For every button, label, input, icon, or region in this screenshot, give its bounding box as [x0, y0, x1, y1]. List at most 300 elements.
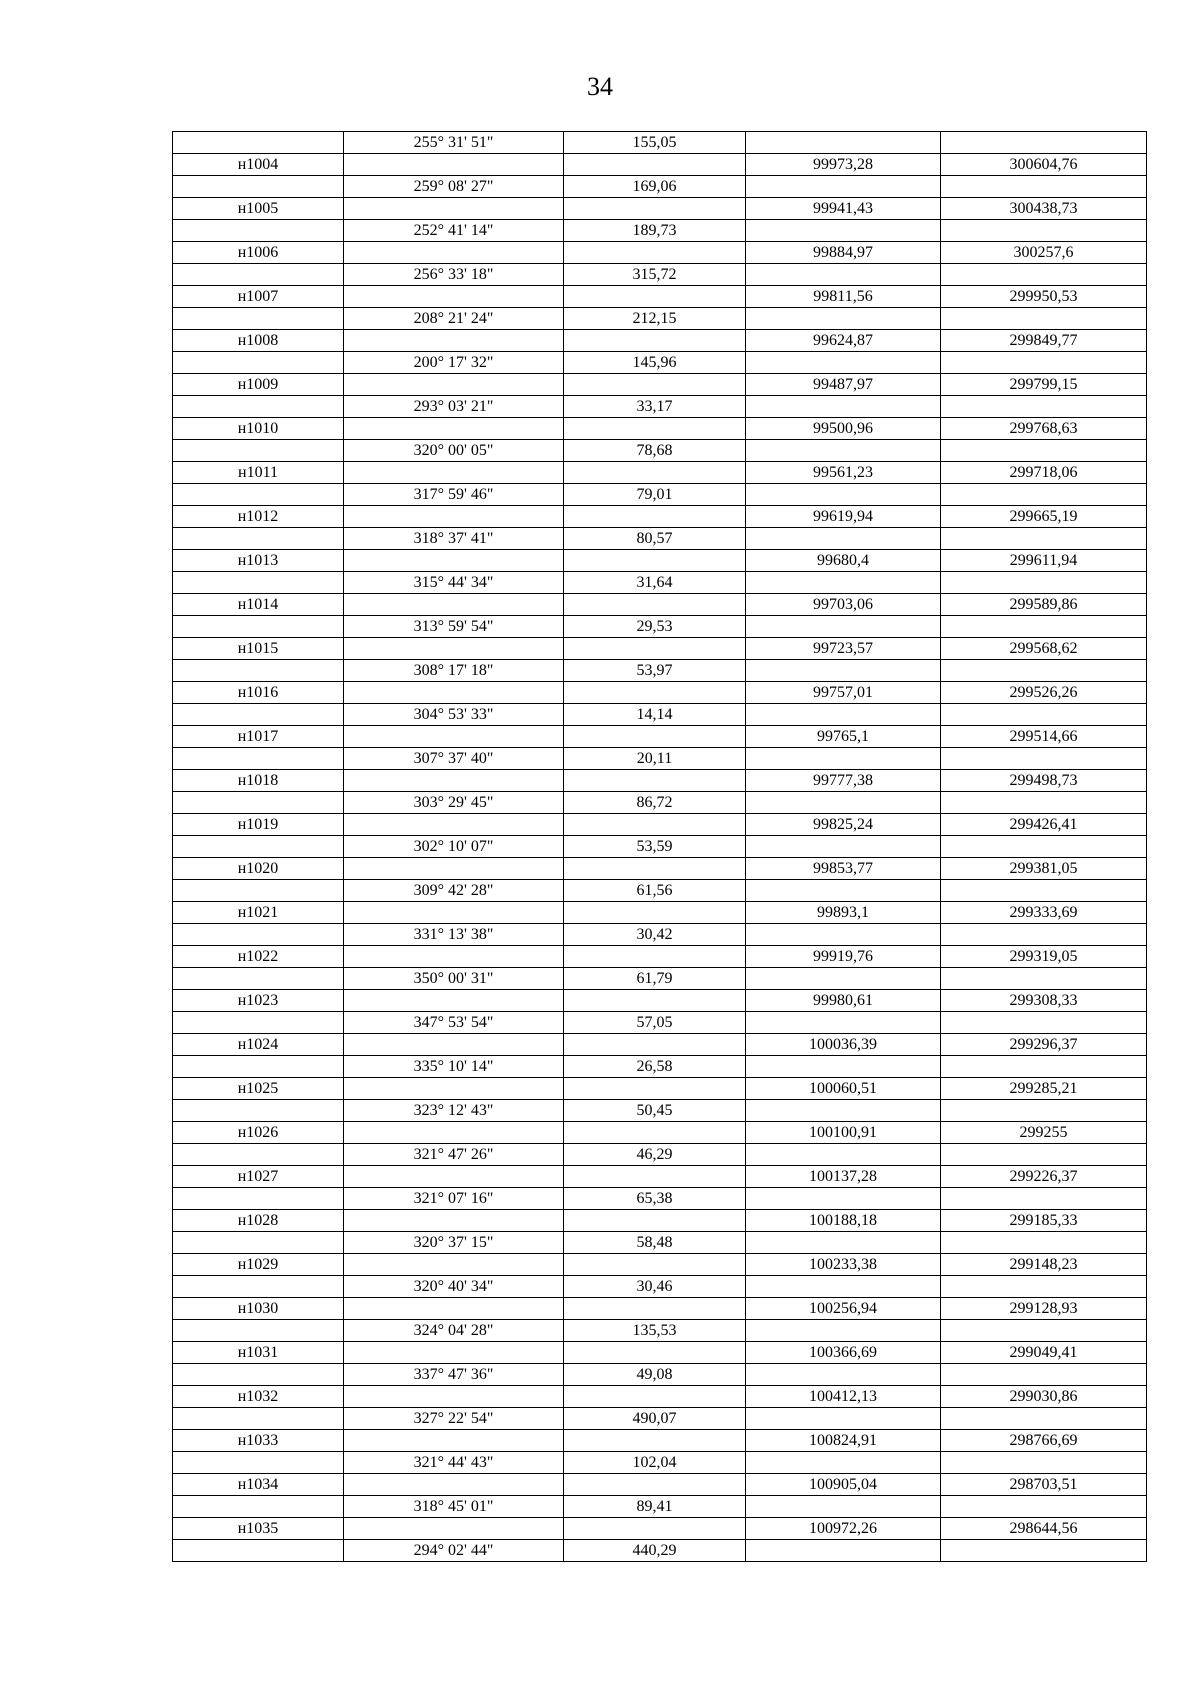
point-name-cell: н1034	[173, 1474, 344, 1496]
distance-cell: 189,73	[564, 220, 746, 242]
x-coordinate-cell: 100905,04	[746, 1474, 941, 1496]
empty-cell	[746, 748, 941, 770]
y-coordinate-cell: 299514,66	[941, 726, 1147, 748]
empty-cell	[173, 836, 344, 858]
distance-cell: 14,14	[564, 704, 746, 726]
distance-cell: 65,38	[564, 1188, 746, 1210]
point-name-cell: н1019	[173, 814, 344, 836]
empty-cell	[941, 1320, 1147, 1342]
point-row	[173, 594, 1147, 616]
empty-cell	[746, 792, 941, 814]
distance-cell: 57,05	[564, 1012, 746, 1034]
point-row	[173, 1298, 1147, 1320]
empty-cell	[941, 1408, 1147, 1430]
distance-cell: 155,05	[564, 132, 746, 154]
segment-row	[173, 1100, 1147, 1122]
empty-cell	[941, 1496, 1147, 1518]
distance-cell: 20,11	[564, 748, 746, 770]
segment-row	[173, 396, 1147, 418]
direction-angle-cell: 307° 37' 40"	[344, 748, 564, 770]
y-coordinate-cell: 299296,37	[941, 1034, 1147, 1056]
distance-cell: 31,64	[564, 572, 746, 594]
distance-cell: 79,01	[564, 484, 746, 506]
point-name-cell: н1015	[173, 638, 344, 660]
point-row	[173, 330, 1147, 352]
distance-cell: 61,56	[564, 880, 746, 902]
empty-cell	[564, 418, 746, 440]
empty-cell	[564, 154, 746, 176]
empty-cell	[746, 660, 941, 682]
empty-cell	[564, 770, 746, 792]
direction-angle-cell: 317° 59' 46"	[344, 484, 564, 506]
x-coordinate-cell: 99919,76	[746, 946, 941, 968]
empty-cell	[941, 396, 1147, 418]
empty-cell	[173, 484, 344, 506]
point-row	[173, 1474, 1147, 1496]
x-coordinate-cell: 99765,1	[746, 726, 941, 748]
empty-cell	[941, 1540, 1147, 1562]
x-coordinate-cell: 99703,06	[746, 594, 941, 616]
y-coordinate-cell: 299333,69	[941, 902, 1147, 924]
empty-cell	[344, 1078, 564, 1100]
empty-cell	[941, 220, 1147, 242]
empty-cell	[564, 1122, 746, 1144]
direction-angle-cell: 293° 03' 21"	[344, 396, 564, 418]
segment-row	[173, 264, 1147, 286]
page-number: 34	[587, 72, 613, 101]
empty-cell	[564, 1034, 746, 1056]
segment-row	[173, 1276, 1147, 1298]
segment-row	[173, 880, 1147, 902]
empty-cell	[564, 1166, 746, 1188]
point-name-cell: н1011	[173, 462, 344, 484]
point-name-cell: н1012	[173, 506, 344, 528]
y-coordinate-cell: 299381,05	[941, 858, 1147, 880]
point-row	[173, 506, 1147, 528]
point-name-cell: н1020	[173, 858, 344, 880]
segment-row	[173, 1364, 1147, 1386]
empty-cell	[564, 550, 746, 572]
point-name-cell: н1004	[173, 154, 344, 176]
empty-cell	[173, 440, 344, 462]
direction-angle-cell: 208° 21' 24"	[344, 308, 564, 330]
empty-cell	[941, 440, 1147, 462]
empty-cell	[941, 660, 1147, 682]
segment-row	[173, 176, 1147, 198]
y-coordinate-cell: 299568,62	[941, 638, 1147, 660]
segment-row	[173, 660, 1147, 682]
empty-cell	[564, 1342, 746, 1364]
x-coordinate-cell: 99825,24	[746, 814, 941, 836]
point-row	[173, 1078, 1147, 1100]
distance-cell: 30,42	[564, 924, 746, 946]
empty-cell	[746, 1540, 941, 1562]
point-row	[173, 946, 1147, 968]
empty-cell	[344, 1254, 564, 1276]
distance-cell: 89,41	[564, 1496, 746, 1518]
direction-angle-cell: 347° 53' 54"	[344, 1012, 564, 1034]
direction-angle-cell: 321° 07' 16"	[344, 1188, 564, 1210]
point-name-cell: н1024	[173, 1034, 344, 1056]
direction-angle-cell: 323° 12' 43"	[344, 1100, 564, 1122]
point-row	[173, 1166, 1147, 1188]
point-row	[173, 550, 1147, 572]
y-coordinate-cell: 299285,21	[941, 1078, 1147, 1100]
empty-cell	[746, 968, 941, 990]
empty-cell	[941, 352, 1147, 374]
point-row	[173, 418, 1147, 440]
point-name-cell: н1021	[173, 902, 344, 924]
empty-cell	[941, 132, 1147, 154]
point-row	[173, 1254, 1147, 1276]
y-coordinate-cell: 299426,41	[941, 814, 1147, 836]
direction-angle-cell: 303° 29' 45"	[344, 792, 564, 814]
distance-cell: 78,68	[564, 440, 746, 462]
empty-cell	[941, 1056, 1147, 1078]
point-name-cell: н1028	[173, 1210, 344, 1232]
empty-cell	[564, 990, 746, 1012]
direction-angle-cell: 302° 10' 07"	[344, 836, 564, 858]
empty-cell	[564, 726, 746, 748]
empty-cell	[344, 1298, 564, 1320]
distance-cell: 490,07	[564, 1408, 746, 1430]
empty-cell	[564, 1078, 746, 1100]
empty-cell	[173, 352, 344, 374]
segment-row	[173, 1012, 1147, 1034]
empty-cell	[746, 220, 941, 242]
y-coordinate-cell: 299498,73	[941, 770, 1147, 792]
empty-cell	[344, 418, 564, 440]
segment-row	[173, 1320, 1147, 1342]
point-name-cell: н1025	[173, 1078, 344, 1100]
x-coordinate-cell: 100036,39	[746, 1034, 941, 1056]
empty-cell	[173, 1496, 344, 1518]
empty-cell	[344, 506, 564, 528]
direction-angle-cell: 200° 17' 32"	[344, 352, 564, 374]
empty-cell	[941, 1012, 1147, 1034]
point-row	[173, 770, 1147, 792]
distance-cell: 58,48	[564, 1232, 746, 1254]
segment-row	[173, 704, 1147, 726]
point-row	[173, 638, 1147, 660]
point-name-cell: н1016	[173, 682, 344, 704]
empty-cell	[173, 660, 344, 682]
x-coordinate-cell: 99487,97	[746, 374, 941, 396]
direction-angle-cell: 304° 53' 33"	[344, 704, 564, 726]
empty-cell	[746, 1452, 941, 1474]
empty-cell	[344, 858, 564, 880]
point-row	[173, 1122, 1147, 1144]
empty-cell	[746, 1276, 941, 1298]
empty-cell	[941, 616, 1147, 638]
y-coordinate-cell: 299128,93	[941, 1298, 1147, 1320]
empty-cell	[344, 1518, 564, 1540]
empty-cell	[746, 1056, 941, 1078]
empty-cell	[564, 286, 746, 308]
point-name-cell: н1010	[173, 418, 344, 440]
direction-angle-cell: 259° 08' 27"	[344, 176, 564, 198]
empty-cell	[941, 1452, 1147, 1474]
empty-cell	[173, 1144, 344, 1166]
empty-cell	[941, 748, 1147, 770]
empty-cell	[173, 1452, 344, 1474]
empty-cell	[564, 374, 746, 396]
y-coordinate-cell: 299049,41	[941, 1342, 1147, 1364]
direction-angle-cell: 337° 47' 36"	[344, 1364, 564, 1386]
distance-cell: 440,29	[564, 1540, 746, 1562]
empty-cell	[746, 1232, 941, 1254]
empty-cell	[941, 924, 1147, 946]
empty-cell	[746, 396, 941, 418]
empty-cell	[173, 220, 344, 242]
empty-cell	[746, 132, 941, 154]
empty-cell	[173, 968, 344, 990]
empty-cell	[564, 1298, 746, 1320]
distance-cell: 50,45	[564, 1100, 746, 1122]
x-coordinate-cell: 99619,94	[746, 506, 941, 528]
empty-cell	[564, 946, 746, 968]
segment-row	[173, 352, 1147, 374]
empty-cell	[564, 1474, 746, 1496]
point-name-cell: н1027	[173, 1166, 344, 1188]
empty-cell	[173, 1056, 344, 1078]
distance-cell: 212,15	[564, 308, 746, 330]
point-row	[173, 242, 1147, 264]
empty-cell	[344, 374, 564, 396]
x-coordinate-cell: 99893,1	[746, 902, 941, 924]
x-coordinate-cell: 100824,91	[746, 1430, 941, 1452]
y-coordinate-cell: 300438,73	[941, 198, 1147, 220]
y-coordinate-cell: 299226,37	[941, 1166, 1147, 1188]
empty-cell	[746, 308, 941, 330]
point-row	[173, 682, 1147, 704]
x-coordinate-cell: 100233,38	[746, 1254, 941, 1276]
empty-cell	[173, 704, 344, 726]
empty-cell	[941, 1232, 1147, 1254]
y-coordinate-cell: 299665,19	[941, 506, 1147, 528]
x-coordinate-cell: 99561,23	[746, 462, 941, 484]
point-name-cell: н1030	[173, 1298, 344, 1320]
direction-angle-cell: 315° 44' 34"	[344, 572, 564, 594]
y-coordinate-cell: 298644,56	[941, 1518, 1147, 1540]
empty-cell	[344, 594, 564, 616]
direction-angle-cell: 321° 44' 43"	[344, 1452, 564, 1474]
empty-cell	[746, 572, 941, 594]
empty-cell	[564, 858, 746, 880]
direction-angle-cell: 318° 37' 41"	[344, 528, 564, 550]
x-coordinate-cell: 100188,18	[746, 1210, 941, 1232]
empty-cell	[173, 1276, 344, 1298]
empty-cell	[344, 814, 564, 836]
distance-cell: 61,79	[564, 968, 746, 990]
direction-angle-cell: 309° 42' 28"	[344, 880, 564, 902]
point-name-cell: н1018	[173, 770, 344, 792]
distance-cell: 102,04	[564, 1452, 746, 1474]
point-name-cell: н1022	[173, 946, 344, 968]
x-coordinate-cell: 100412,13	[746, 1386, 941, 1408]
y-coordinate-cell: 299255	[941, 1122, 1147, 1144]
point-name-cell: н1013	[173, 550, 344, 572]
direction-angle-cell: 320° 37' 15"	[344, 1232, 564, 1254]
empty-cell	[344, 462, 564, 484]
empty-cell	[564, 506, 746, 528]
empty-cell	[941, 836, 1147, 858]
empty-cell	[746, 1496, 941, 1518]
distance-cell: 26,58	[564, 1056, 746, 1078]
point-row	[173, 902, 1147, 924]
empty-cell	[941, 264, 1147, 286]
empty-cell	[564, 198, 746, 220]
direction-angle-cell: 308° 17' 18"	[344, 660, 564, 682]
empty-cell	[344, 286, 564, 308]
x-coordinate-cell: 99757,01	[746, 682, 941, 704]
empty-cell	[564, 814, 746, 836]
empty-cell	[564, 638, 746, 660]
empty-cell	[344, 330, 564, 352]
point-row	[173, 1386, 1147, 1408]
empty-cell	[344, 1386, 564, 1408]
direction-angle-cell: 324° 04' 28"	[344, 1320, 564, 1342]
direction-angle-cell: 313° 59' 54"	[344, 616, 564, 638]
empty-cell	[173, 176, 344, 198]
distance-cell: 53,97	[564, 660, 746, 682]
empty-cell	[344, 242, 564, 264]
segment-row	[173, 484, 1147, 506]
empty-cell	[941, 1364, 1147, 1386]
empty-cell	[344, 638, 564, 660]
x-coordinate-cell: 100972,26	[746, 1518, 941, 1540]
point-name-cell: н1029	[173, 1254, 344, 1276]
empty-cell	[564, 1518, 746, 1540]
empty-cell	[564, 594, 746, 616]
empty-cell	[746, 1100, 941, 1122]
empty-cell	[746, 440, 941, 462]
empty-cell	[746, 264, 941, 286]
empty-cell	[746, 616, 941, 638]
direction-angle-cell: 331° 13' 38"	[344, 924, 564, 946]
y-coordinate-cell: 299526,26	[941, 682, 1147, 704]
direction-angle-cell: 294° 02' 44"	[344, 1540, 564, 1562]
y-coordinate-cell: 299950,53	[941, 286, 1147, 308]
empty-cell	[564, 1430, 746, 1452]
empty-cell	[746, 1012, 941, 1034]
empty-cell	[344, 946, 564, 968]
empty-cell	[746, 1408, 941, 1430]
y-coordinate-cell: 299799,15	[941, 374, 1147, 396]
empty-cell	[564, 682, 746, 704]
distance-cell: 33,17	[564, 396, 746, 418]
empty-cell	[746, 836, 941, 858]
coordinates-table-body	[173, 132, 1147, 1562]
direction-angle-cell: 335° 10' 14"	[344, 1056, 564, 1078]
point-row	[173, 286, 1147, 308]
empty-cell	[344, 1166, 564, 1188]
x-coordinate-cell: 99777,38	[746, 770, 941, 792]
x-coordinate-cell: 99941,43	[746, 198, 941, 220]
x-coordinate-cell: 100060,51	[746, 1078, 941, 1100]
coordinates-table	[172, 131, 1147, 1562]
empty-cell	[173, 1188, 344, 1210]
empty-cell	[564, 1386, 746, 1408]
y-coordinate-cell: 299308,33	[941, 990, 1147, 1012]
direction-angle-cell: 255° 31' 51"	[344, 132, 564, 154]
distance-cell: 315,72	[564, 264, 746, 286]
y-coordinate-cell: 300604,76	[941, 154, 1147, 176]
empty-cell	[344, 990, 564, 1012]
empty-cell	[941, 792, 1147, 814]
point-name-cell: н1005	[173, 198, 344, 220]
empty-cell	[344, 1474, 564, 1496]
segment-row	[173, 1540, 1147, 1562]
distance-cell: 145,96	[564, 352, 746, 374]
empty-cell	[344, 902, 564, 924]
segment-row	[173, 792, 1147, 814]
empty-cell	[746, 176, 941, 198]
point-row	[173, 374, 1147, 396]
direction-angle-cell: 327° 22' 54"	[344, 1408, 564, 1430]
empty-cell	[746, 1144, 941, 1166]
empty-cell	[173, 616, 344, 638]
point-name-cell: н1026	[173, 1122, 344, 1144]
empty-cell	[746, 352, 941, 374]
direction-angle-cell: 256° 33' 18"	[344, 264, 564, 286]
empty-cell	[344, 1430, 564, 1452]
segment-row	[173, 1188, 1147, 1210]
point-name-cell: н1007	[173, 286, 344, 308]
empty-cell	[173, 924, 344, 946]
x-coordinate-cell: 99811,56	[746, 286, 941, 308]
point-row	[173, 154, 1147, 176]
empty-cell	[344, 1342, 564, 1364]
empty-cell	[941, 308, 1147, 330]
y-coordinate-cell: 299030,86	[941, 1386, 1147, 1408]
distance-cell: 86,72	[564, 792, 746, 814]
empty-cell	[173, 396, 344, 418]
direction-angle-cell: 318° 45' 01"	[344, 1496, 564, 1518]
x-coordinate-cell: 99500,96	[746, 418, 941, 440]
empty-cell	[941, 880, 1147, 902]
y-coordinate-cell: 299319,05	[941, 946, 1147, 968]
empty-cell	[746, 1320, 941, 1342]
distance-cell: 49,08	[564, 1364, 746, 1386]
empty-cell	[941, 1100, 1147, 1122]
empty-cell	[746, 1188, 941, 1210]
empty-cell	[173, 1100, 344, 1122]
empty-cell	[344, 198, 564, 220]
x-coordinate-cell: 100366,69	[746, 1342, 941, 1364]
empty-cell	[564, 1210, 746, 1232]
empty-cell	[173, 792, 344, 814]
distance-cell: 80,57	[564, 528, 746, 550]
empty-cell	[344, 1122, 564, 1144]
y-coordinate-cell: 298766,69	[941, 1430, 1147, 1452]
point-row	[173, 726, 1147, 748]
point-name-cell: н1017	[173, 726, 344, 748]
point-row	[173, 1342, 1147, 1364]
empty-cell	[564, 242, 746, 264]
segment-row	[173, 1232, 1147, 1254]
empty-cell	[173, 572, 344, 594]
empty-cell	[173, 1232, 344, 1254]
empty-cell	[746, 528, 941, 550]
empty-cell	[173, 1364, 344, 1386]
empty-cell	[746, 880, 941, 902]
segment-row	[173, 1452, 1147, 1474]
segment-row	[173, 924, 1147, 946]
direction-angle-cell: 321° 47' 26"	[344, 1144, 564, 1166]
point-row	[173, 198, 1147, 220]
y-coordinate-cell: 299768,63	[941, 418, 1147, 440]
